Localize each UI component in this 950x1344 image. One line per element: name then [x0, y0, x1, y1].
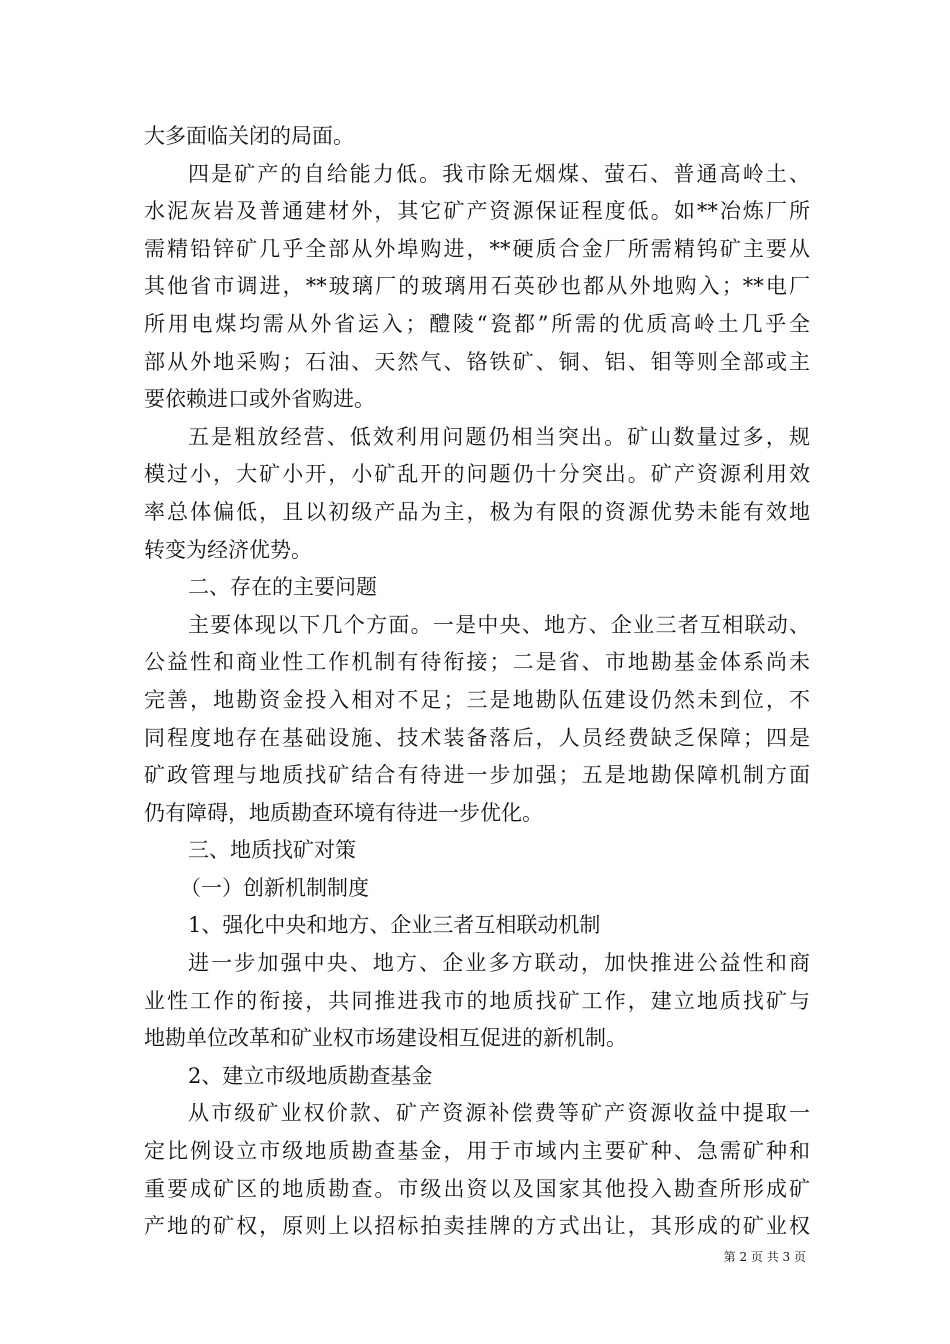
text-line: 仍有障碍，地质勘查环境有待进一步优化。 — [144, 800, 543, 825]
text-line: 产地的矿权，原则上以招标拍卖挂牌的方式出让，其形成的矿业权 — [144, 1214, 810, 1239]
text-line: 完善，地勘资金投入相对不足；三是地勘队伍建设仍然未到位，不 — [144, 687, 810, 712]
text-line: 进一步加强中央、地方、企业多方联动，加快推进公益性和商 — [188, 951, 810, 976]
page-number: 第 2 页 共 3 页 — [723, 1250, 806, 1264]
text-line: 同程度地存在基础设施、技术装备落后，人员经费缺乏保障；四是 — [144, 725, 810, 750]
text-line: 主要体现以下几个方面。一是中央、地方、企业三者互相联动、 — [188, 612, 810, 637]
text-line: 所用电煤均需从外省运入；醴陵“瓷都”所需的优质高岭土几乎全 — [144, 311, 810, 336]
text-line: 转变为经济优势。 — [144, 537, 312, 562]
text-line: 率总体偏低，且以初级产品为主，极为有限的资源优势未能有效地 — [144, 499, 810, 524]
text-line: 重要成矿区的地质勘查。市级出资以及国家其他投入勘查所形成矿 — [144, 1176, 810, 1201]
text-line: 矿政管理与地质找矿结合有待进一步加强；五是地勘保障机制方面 — [144, 763, 810, 788]
text-line: 要依赖进口或外省购进。 — [144, 387, 375, 412]
text-line: 业性工作的衔接，共同推进我市的地质找矿工作，建立地质找矿与 — [144, 988, 810, 1013]
text-line: 大多面临关闭的局面。 — [144, 124, 354, 148]
text-line: 模过小，大矿小开，小矿乱开的问题仍十分突出。矿产资源利用效 — [144, 462, 810, 487]
text-line: 从市级矿业权价款、矿产资源补偿费等矿产资源收益中提取一 — [188, 1101, 810, 1126]
text-line: 三、地质找矿对策 — [188, 838, 356, 863]
text-line: 其他省市调进，**玻璃厂的玻璃用石英砂也都从外地购入；**电厂 — [144, 274, 810, 299]
text-line: 定比例设立市级地质勘查基金，用于市域内主要矿种、急需矿种和 — [144, 1139, 810, 1164]
document-body — [144, 118, 810, 1246]
text-line: （一）创新机制制度 — [180, 875, 369, 900]
text-line: 需精铅锌矿几乎全部从外埠购进，**硬质合金厂所需精钨矿主要从 — [144, 236, 810, 261]
text-line: 水泥灰岩及普通建材外，其它矿产资源保证程度低。如**冶炼厂所 — [144, 199, 810, 224]
text-line: 五是粗放经营、低效利用问题仍相当突出。矿山数量过多，规 — [188, 424, 810, 449]
text-line: 地勘单位改革和矿业权市场建设相互促进的新机制。 — [144, 1026, 627, 1051]
text-line: 公益性和商业性工作机制有待衔接；二是省、市地勘基金体系尚未 — [144, 650, 810, 675]
text-line: 部从外地采购；石油、天然气、铬铁矿、铜、铝、钼等则全部或主 — [144, 349, 810, 374]
text-line: 1、强化中央和地方、企业三者互相联动机制 — [188, 913, 601, 938]
text-line: 二、存在的主要问题 — [188, 575, 377, 600]
text-line: 2、建立市级地质勘查基金 — [188, 1063, 433, 1088]
text-line: 四是矿产的自给能力低。我市除无烟煤、萤石、普通高岭土、 — [188, 161, 810, 186]
